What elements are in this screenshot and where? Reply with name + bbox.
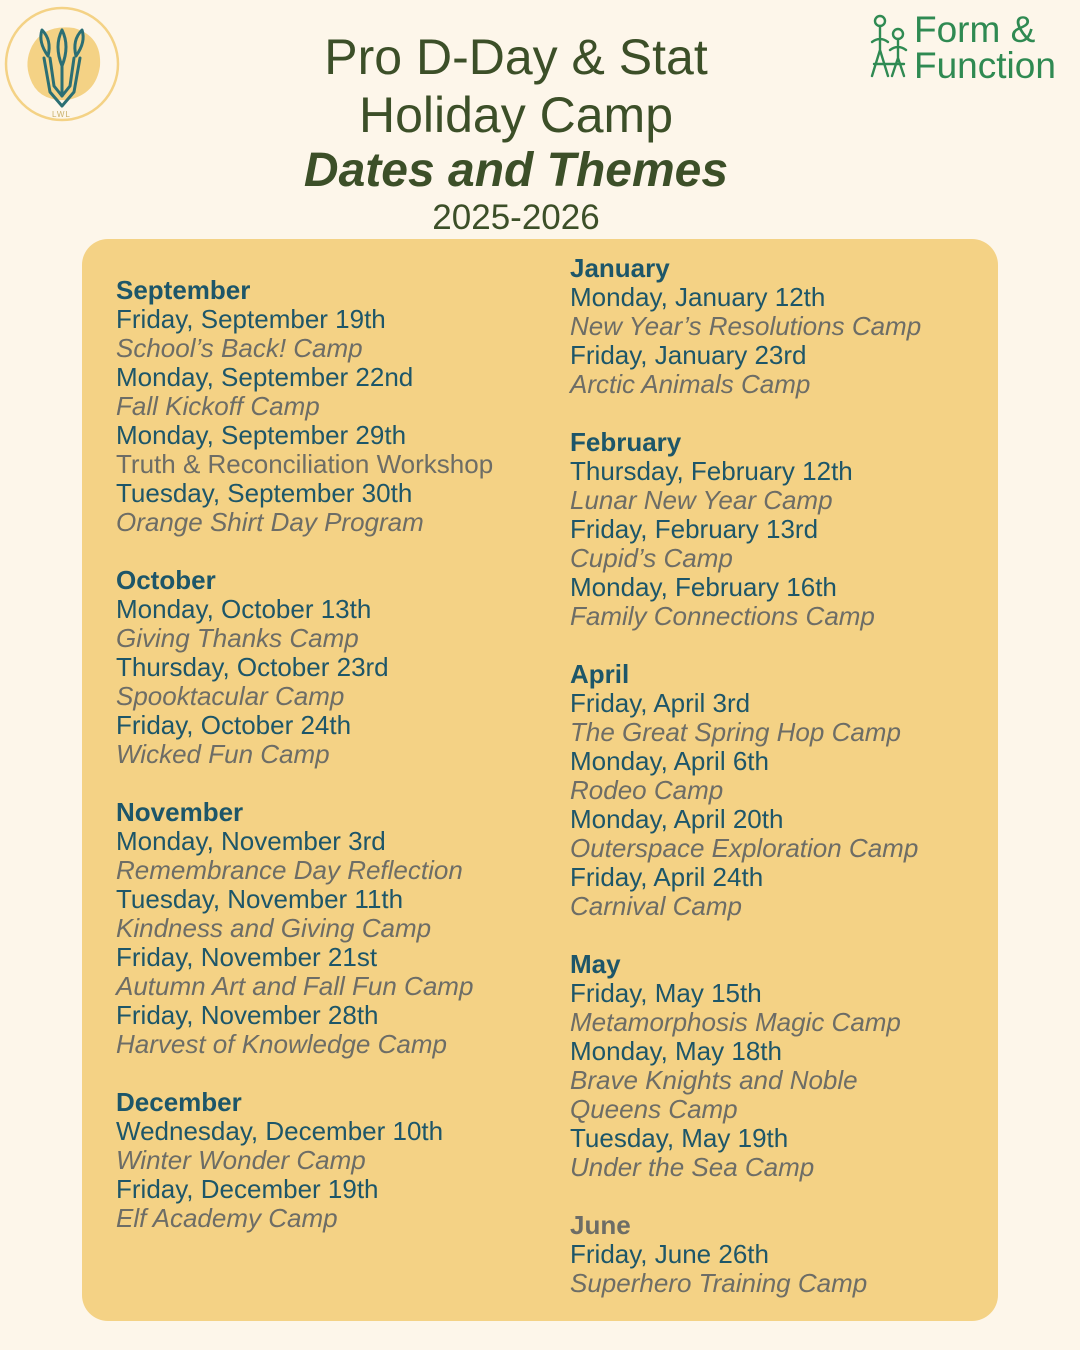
camp-date: Friday, April 24th	[570, 862, 764, 892]
camp-theme: Cupid’s Camp	[570, 543, 733, 573]
month-block-april	[570, 660, 921, 921]
camp-date: Friday, November 28th	[116, 1000, 379, 1030]
camp-theme: The Great Spring Hop Camp	[570, 717, 901, 747]
camp-theme: Giving Thanks Camp	[116, 623, 359, 653]
month-heading: October	[116, 565, 216, 595]
page-title-line1: Pro D-Day & Stat	[324, 29, 708, 85]
camp-date: Monday, October 13th	[116, 594, 372, 624]
camp-date: Wednesday, December 10th	[116, 1116, 444, 1146]
month-block-january	[570, 254, 921, 399]
camp-theme: Lunar New Year Camp	[570, 485, 833, 515]
month-block-october	[116, 566, 493, 769]
page-title-line2: Holiday Camp	[358, 87, 673, 143]
camp-date: Monday, September 29th	[116, 420, 407, 450]
camp-date: Monday, May 18th	[570, 1036, 782, 1066]
lwl-logo-text: LWL	[52, 110, 71, 119]
school-year: 2025-2026	[432, 198, 600, 237]
month-heading: June	[570, 1210, 631, 1240]
camp-theme: Metamorphosis Magic Camp	[570, 1007, 901, 1037]
brand-line1: Form &	[914, 9, 1036, 50]
camp-theme: Outerspace Exploration Camp	[570, 833, 919, 863]
camp-date: Tuesday, September 30th	[116, 478, 413, 508]
camp-theme: School’s Back! Camp	[116, 333, 363, 363]
month-block-november	[116, 798, 493, 1059]
camp-theme: Remembrance Day Reflection	[116, 855, 463, 885]
camp-date: Friday, February 13rd	[570, 514, 819, 544]
camp-theme: Elf Academy Camp	[116, 1203, 338, 1233]
camp-theme: Brave Knights and Noble Queens Camp	[570, 1065, 858, 1124]
camp-date: Monday, January 12th	[570, 282, 826, 312]
camp-date: Monday, April 20th	[570, 804, 784, 834]
month-block-december	[116, 1088, 493, 1233]
camp-theme: Orange Shirt Day Program	[116, 507, 424, 537]
camp-date: Friday, May 15th	[570, 978, 762, 1008]
camp-date: Friday, October 24th	[116, 710, 352, 740]
month-heading: April	[570, 659, 630, 689]
page-subtitle: Dates and Themes	[303, 144, 729, 197]
month-block-september	[116, 276, 493, 537]
camp-date: Friday, December 19th	[116, 1174, 379, 1204]
month-block-may	[570, 950, 921, 1182]
brand-line2: Function	[914, 45, 1056, 86]
left-column	[116, 276, 493, 1262]
camp-theme: New Year’s Resolutions Camp	[570, 311, 922, 341]
month-heading: November	[116, 797, 244, 827]
camp-date: Friday, November 21st	[116, 942, 378, 972]
camp-theme: Superhero Training Camp	[570, 1268, 868, 1298]
camp-date: Monday, November 3rd	[116, 826, 386, 856]
month-heading: December	[116, 1087, 242, 1117]
camp-date: Monday, February 16th	[570, 572, 837, 602]
month-heading: May	[570, 949, 621, 979]
camp-theme: Family Connections Camp	[570, 601, 875, 631]
camp-theme: Winter Wonder Camp	[116, 1145, 366, 1175]
camp-theme: Wicked Fun Camp	[116, 739, 330, 769]
camp-theme: Under the Sea Camp	[570, 1152, 815, 1182]
camp-date: Tuesday, May 19th	[570, 1123, 789, 1153]
camp-theme: Carnival Camp	[570, 891, 742, 921]
camp-date: Friday, June 26th	[570, 1239, 769, 1269]
camp-date: Friday, September 19th	[116, 304, 386, 334]
camp-date: Monday, September 22nd	[116, 362, 414, 392]
right-column	[570, 254, 921, 1327]
camp-date: Friday, January 23rd	[570, 340, 807, 370]
camp-theme: Rodeo Camp	[570, 775, 724, 805]
camp-theme: Kindness and Giving Camp	[116, 913, 432, 943]
camp-theme: Spooktacular Camp	[116, 681, 345, 711]
month-heading: September	[116, 275, 251, 305]
camp-date: Tuesday, November 11th	[116, 884, 404, 914]
camp-date: Thursday, October 23rd	[116, 652, 389, 682]
camp-theme: Truth & Reconciliation Workshop	[116, 449, 494, 479]
camp-theme: Fall Kickoff Camp	[116, 391, 320, 421]
camp-date: Monday, April 6th	[570, 746, 769, 776]
camp-theme: Harvest of Knowledge Camp	[116, 1029, 447, 1059]
camp-theme: Autumn Art and Fall Fun Camp	[116, 971, 474, 1001]
camp-date: Friday, April 3rd	[570, 688, 751, 718]
month-heading: January	[570, 253, 670, 283]
camp-date: Thursday, February 12th	[570, 456, 853, 486]
month-heading: February	[570, 427, 682, 457]
month-block-february	[570, 428, 921, 631]
camp-theme: Arctic Animals Camp	[570, 369, 811, 399]
month-block-june	[570, 1211, 921, 1298]
